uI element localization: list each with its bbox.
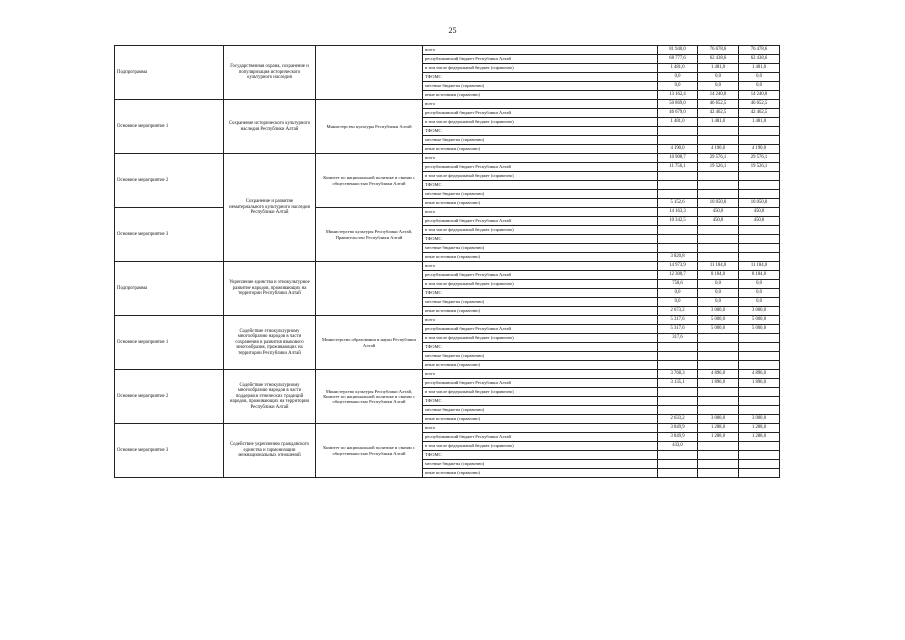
- amount-cell: [739, 451, 780, 460]
- amount-cell: [739, 127, 780, 136]
- amount-cell: 1 288,0: [698, 424, 739, 433]
- amount-cell: 4 896,0: [739, 370, 780, 379]
- amount-cell: 62 438,6: [698, 55, 739, 64]
- amount-cell: 76 478,6: [739, 46, 780, 55]
- funding-source: иные источники (справочно): [423, 361, 658, 370]
- funding-source: в том числе федеральный бюджет (справочно): [423, 172, 658, 181]
- amount-cell: 4 190,0: [658, 145, 698, 154]
- amount-cell: [698, 190, 739, 199]
- table-row: [115, 316, 780, 325]
- amount-cell: 1 481,0: [658, 118, 698, 127]
- amount-cell: 3 820,8: [658, 253, 698, 262]
- funding-source: местные бюджеты (справочно): [423, 244, 658, 253]
- amount-cell: [658, 451, 698, 460]
- amount-cell: 750,6: [658, 280, 698, 289]
- amount-cell: 1 481,0: [739, 118, 780, 127]
- funding-source: местные бюджеты (справочно): [423, 352, 658, 361]
- amount-cell: 10 908,7: [658, 154, 698, 163]
- amount-cell: 4 190,0: [739, 145, 780, 154]
- program-title: Сохранение и развитие нематериального культурного наследия Республики Алтай: [224, 154, 316, 262]
- funding-source: местные бюджеты (справочно): [423, 460, 658, 469]
- table-row: [115, 208, 780, 217]
- amount-cell: 76 678,6: [698, 46, 739, 55]
- amount-cell: [739, 469, 780, 478]
- amount-cell: 2 673,2: [658, 307, 698, 316]
- amount-cell: [698, 334, 739, 343]
- amount-cell: 0,0: [658, 289, 698, 298]
- amount-cell: [698, 388, 739, 397]
- funding-source: ТФОМС: [423, 181, 658, 190]
- amount-cell: [739, 442, 780, 451]
- amount-cell: 50 869,0: [658, 100, 698, 109]
- amount-cell: 450,0: [698, 217, 739, 226]
- amount-cell: 5 000,0: [739, 316, 780, 325]
- amount-cell: 46 679,0: [658, 109, 698, 118]
- amount-cell: 433,0: [658, 442, 698, 451]
- executor: Министерство культуры Республики Алтай, Комитет по национальной политике и связям с общественностью Республики Алтай: [316, 370, 423, 424]
- amount-cell: 1 481,0: [698, 64, 739, 73]
- amount-cell: 19 526,1: [739, 163, 780, 172]
- amount-cell: 317,6: [658, 334, 698, 343]
- amount-cell: 0,0: [698, 82, 739, 91]
- funding-source: всего: [423, 100, 658, 109]
- amount-cell: 1 481,0: [698, 118, 739, 127]
- program-name: Подпрограмма: [115, 46, 224, 100]
- funding-source: иные источники (справочно): [423, 91, 658, 100]
- funding-source: республиканский бюджет Республики Алтай: [423, 109, 658, 118]
- program-title: Содействие укреплению гражданского единства и гармонизации межнациональных отношений: [224, 424, 316, 478]
- amount-cell: 29 576,1: [739, 154, 780, 163]
- program-name: Основное мероприятие 2: [115, 154, 224, 208]
- amount-cell: 13 162,4: [658, 91, 698, 100]
- amount-cell: 12 300,7: [658, 271, 698, 280]
- amount-cell: 62 438,6: [739, 55, 780, 64]
- amount-cell: 0,0: [739, 280, 780, 289]
- funding-source: республиканский бюджет Республики Алтай: [423, 217, 658, 226]
- funding-source: ТФОМС: [423, 451, 658, 460]
- amount-cell: [658, 136, 698, 145]
- amount-cell: 46 652,5: [698, 100, 739, 109]
- table-row: [115, 262, 780, 271]
- amount-cell: [698, 253, 739, 262]
- funding-source: местные бюджеты (справочно): [423, 406, 658, 415]
- funding-source: иные источники (справочно): [423, 307, 658, 316]
- amount-cell: [739, 253, 780, 262]
- funding-source: иные источники (справочно): [423, 469, 658, 478]
- amount-cell: 3 849,9: [658, 433, 698, 442]
- funding-source: республиканский бюджет Республики Алтай: [423, 163, 658, 172]
- amount-cell: 0,0: [739, 289, 780, 298]
- amount-cell: 5 152,6: [658, 199, 698, 208]
- amount-cell: 68 777,6: [658, 55, 698, 64]
- funding-source: в том числе федеральный бюджет (справочно): [423, 280, 658, 289]
- amount-cell: 0,0: [739, 82, 780, 91]
- amount-cell: [698, 172, 739, 181]
- amount-cell: 4 190,0: [698, 145, 739, 154]
- amount-cell: [739, 352, 780, 361]
- amount-cell: [698, 406, 739, 415]
- funding-source: местные бюджеты (справочно): [423, 82, 658, 91]
- amount-cell: 450,0: [739, 208, 780, 217]
- funding-source: всего: [423, 316, 658, 325]
- executor: [316, 46, 423, 100]
- amount-cell: 0,0: [698, 298, 739, 307]
- amount-cell: 14 973,9: [658, 262, 698, 271]
- amount-cell: 3 768,3: [658, 370, 698, 379]
- funding-source: ТФОМС: [423, 397, 658, 406]
- amount-cell: [698, 343, 739, 352]
- amount-cell: [739, 397, 780, 406]
- table-row: [115, 100, 780, 109]
- program-name: Основное мероприятие 1: [115, 316, 224, 370]
- amount-cell: [658, 343, 698, 352]
- amount-cell: 4 896,0: [698, 370, 739, 379]
- funding-source: республиканский бюджет Республики Алтай: [423, 55, 658, 64]
- amount-cell: [698, 226, 739, 235]
- amount-cell: 5 000,0: [698, 316, 739, 325]
- amount-cell: 14 240,0: [698, 91, 739, 100]
- amount-cell: [698, 442, 739, 451]
- amount-cell: [658, 469, 698, 478]
- amount-cell: 3 135,1: [658, 379, 698, 388]
- funding-source: в том числе федеральный бюджет (справочно): [423, 118, 658, 127]
- amount-cell: [739, 244, 780, 253]
- amount-cell: 5 317,6: [658, 325, 698, 334]
- program-title: Содействие этнокультурному многообразию народов в части сохранения и развития языкового многообразия, проживающих на территории Республики Алтай: [224, 316, 316, 370]
- funding-source: в том числе федеральный бюджет (справочно): [423, 442, 658, 451]
- page-number: 25: [448, 26, 457, 35]
- amount-cell: [658, 460, 698, 469]
- amount-cell: [658, 226, 698, 235]
- funding-source: в том числе федеральный бюджет (справочно): [423, 64, 658, 73]
- amount-cell: 1 896,0: [698, 379, 739, 388]
- amount-cell: [698, 460, 739, 469]
- amount-cell: 10 050,0: [698, 199, 739, 208]
- funding-source: в том числе федеральный бюджет (справочно): [423, 226, 658, 235]
- amount-cell: [739, 181, 780, 190]
- amount-cell: 14 240,0: [739, 91, 780, 100]
- amount-cell: 11 756,1: [658, 163, 698, 172]
- program-name: Основное мероприятие 1: [115, 100, 224, 154]
- amount-cell: [739, 136, 780, 145]
- amount-cell: 8 184,0: [739, 271, 780, 280]
- amount-cell: 0,0: [698, 280, 739, 289]
- table-row: [115, 46, 780, 55]
- amount-cell: [658, 181, 698, 190]
- amount-cell: [739, 172, 780, 181]
- funding-source: ТФОМС: [423, 235, 658, 244]
- program-title: Содействие этнокультурному многообразию народов в части поддержки этнических традиций народов, проживающих на территории Республики Алтай: [224, 370, 316, 424]
- amount-cell: 3 000,0: [739, 415, 780, 424]
- funding-source: всего: [423, 424, 658, 433]
- amount-cell: [698, 352, 739, 361]
- amount-cell: 11 184,0: [739, 262, 780, 271]
- amount-cell: [698, 469, 739, 478]
- funding-source: местные бюджеты (справочно): [423, 298, 658, 307]
- amount-cell: [698, 235, 739, 244]
- amount-cell: [658, 406, 698, 415]
- amount-cell: [698, 136, 739, 145]
- funding-source: республиканский бюджет Республики Алтай: [423, 271, 658, 280]
- executor: Комитет по национальной политике и связям с общественностью Республики Алтай: [316, 154, 423, 208]
- funding-source: республиканский бюджет Республики Алтай: [423, 325, 658, 334]
- amount-cell: 11 184,0: [698, 262, 739, 271]
- funding-source: республиканский бюджет Республики Алтай: [423, 433, 658, 442]
- amount-cell: [739, 235, 780, 244]
- funding-source: всего: [423, 46, 658, 55]
- amount-cell: 450,0: [698, 208, 739, 217]
- amount-cell: 5 000,0: [739, 325, 780, 334]
- amount-cell: [658, 127, 698, 136]
- funding-source: местные бюджеты (справочно): [423, 136, 658, 145]
- funding-source: ТФОМС: [423, 73, 658, 82]
- amount-cell: [739, 460, 780, 469]
- amount-cell: [658, 397, 698, 406]
- executor: Министерство образования и науки Республики Алтай: [316, 316, 423, 370]
- amount-cell: [739, 334, 780, 343]
- amount-cell: 3 000,0: [698, 307, 739, 316]
- executor: Комитет по национальной политике и связям с общественностью Республики Алтай: [316, 424, 423, 478]
- executor: Министерство культуры Республики Алтай: [316, 100, 423, 154]
- amount-cell: [698, 451, 739, 460]
- funding-source: всего: [423, 262, 658, 271]
- amount-cell: [739, 226, 780, 235]
- amount-cell: 10 342,5: [658, 217, 698, 226]
- amount-cell: 1 896,0: [739, 379, 780, 388]
- amount-cell: 29 576,1: [698, 154, 739, 163]
- amount-cell: 0,0: [739, 73, 780, 82]
- amount-cell: [658, 235, 698, 244]
- amount-cell: 3 000,0: [739, 307, 780, 316]
- amount-cell: 5 000,0: [698, 325, 739, 334]
- funding-source: в том числе федеральный бюджет (справочно): [423, 334, 658, 343]
- amount-cell: [698, 244, 739, 253]
- amount-cell: 10 050,0: [739, 199, 780, 208]
- funding-source: ТФОМС: [423, 127, 658, 136]
- amount-cell: 2 633,2: [658, 415, 698, 424]
- amount-cell: [698, 397, 739, 406]
- funding-source: всего: [423, 370, 658, 379]
- table-row: [115, 424, 780, 433]
- table-row: [115, 154, 780, 163]
- amount-cell: 0,0: [739, 298, 780, 307]
- amount-cell: 450,0: [739, 217, 780, 226]
- amount-cell: [658, 388, 698, 397]
- funding-source: иные источники (справочно): [423, 415, 658, 424]
- funding-source: иные источники (справочно): [423, 199, 658, 208]
- amount-cell: 14 163,3: [658, 208, 698, 217]
- program-title: Государственная охрана, сохранение и популяризация исторического культурного наследия: [224, 46, 316, 100]
- amount-cell: 0,0: [698, 289, 739, 298]
- amount-cell: [658, 190, 698, 199]
- amount-cell: 42 462,5: [698, 109, 739, 118]
- program-name: Основное мероприятие 2: [115, 370, 224, 424]
- amount-cell: [739, 388, 780, 397]
- amount-cell: 0,0: [658, 82, 698, 91]
- funding-source: местные бюджеты (справочно): [423, 190, 658, 199]
- program-title: Сохранение исторического культурного наследия Республики Алтай: [224, 100, 316, 154]
- amount-cell: [658, 352, 698, 361]
- amount-cell: 1 481,0: [739, 64, 780, 73]
- amount-cell: 42 462,5: [739, 109, 780, 118]
- amount-cell: 0,0: [658, 73, 698, 82]
- amount-cell: [739, 406, 780, 415]
- funding-source: в том числе федеральный бюджет (справочно): [423, 388, 658, 397]
- funding-source: ТФОМС: [423, 343, 658, 352]
- amount-cell: 3 849,9: [658, 424, 698, 433]
- amount-cell: 5 317,6: [658, 316, 698, 325]
- program-name: Основное мероприятие 3: [115, 424, 224, 478]
- amount-cell: [739, 190, 780, 199]
- amount-cell: [739, 361, 780, 370]
- amount-cell: 81 940,0: [658, 46, 698, 55]
- amount-cell: [698, 361, 739, 370]
- program-name: Подпрограмма: [115, 262, 224, 316]
- executor: Министерство культуры Республики Алтай, Правительство Республики Алтай: [316, 208, 423, 262]
- amount-cell: [739, 343, 780, 352]
- table-row: [115, 370, 780, 379]
- program-name: Основное мероприятие 3: [115, 208, 224, 262]
- executor: [316, 262, 423, 316]
- funding-source: ТФОМС: [423, 289, 658, 298]
- amount-cell: [658, 172, 698, 181]
- amount-cell: 1 481,0: [658, 64, 698, 73]
- amount-cell: [698, 127, 739, 136]
- amount-cell: 1 288,0: [739, 433, 780, 442]
- funding-source: иные источники (справочно): [423, 253, 658, 262]
- amount-cell: [658, 244, 698, 253]
- amount-cell: 1 288,0: [698, 433, 739, 442]
- amount-cell: 19 526,1: [698, 163, 739, 172]
- funding-source: всего: [423, 208, 658, 217]
- budget-table: [114, 45, 780, 478]
- amount-cell: 3 000,0: [698, 415, 739, 424]
- amount-cell: 1 288,0: [739, 424, 780, 433]
- funding-source: республиканский бюджет Республики Алтай: [423, 379, 658, 388]
- amount-cell: 0,0: [658, 298, 698, 307]
- program-title: Укрепление единства и этнокультурное развитие народов, проживающих на территории Республики Алтай: [224, 262, 316, 316]
- amount-cell: [658, 361, 698, 370]
- amount-cell: 46 652,5: [739, 100, 780, 109]
- funding-source: всего: [423, 154, 658, 163]
- amount-cell: 0,0: [698, 73, 739, 82]
- amount-cell: 8 184,0: [698, 271, 739, 280]
- amount-cell: [698, 181, 739, 190]
- funding-source: иные источники (справочно): [423, 145, 658, 154]
